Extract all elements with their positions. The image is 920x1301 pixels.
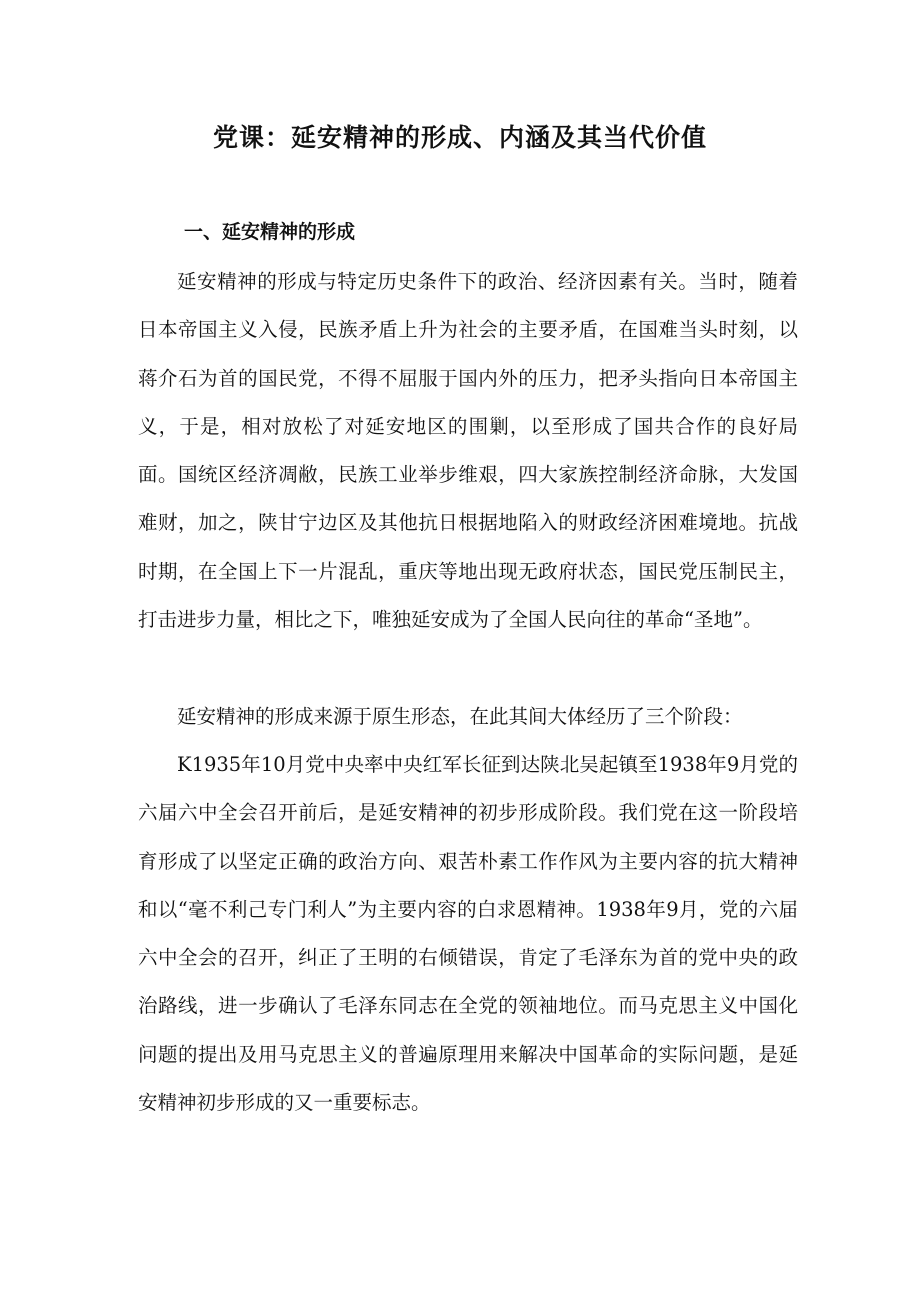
section-heading: 一、延安精神的形成: [184, 221, 356, 243]
paragraph-1: 延安精神的形成与特定历史条件下的政治、经济因素有关。当时，随着日本帝国主义入侵，民族矛盾上升为社会的主要矛盾，在国难当头时刻，以蒋介石为首的国民党，不得不屈服于国内外的压力，把矛头指向日本帝国主义，于是，相对放松了对延安地区的围剿，以至形成了国共合作的良好局面。国统区经济凋敝，民族工业举步维艰，四大家族控制经济命脉，大发国难财，加之，陕甘宁边区及其他抗日根据地陷入的财政经济困难境地。抗战时期，在全国上下一片混乱，重庆等地出现无政府状态，国民党压制民主，打击进步力量，相比之下，唯独延安成为了全国人民向往的革命“圣地”。: [138, 270, 798, 632]
document-title: 党课：延安精神的形成、内涵及其当代价值: [212, 123, 707, 152]
paragraph-3: K1935年10月党中央率中央红军长征到达陕北吴起镇至1938年9月党的六届六中全会召开前后，是延安精神的初步形成阶段。我们党在这一阶段培育形成了以坚定正确的政治方向、艰苦朴素工作作风为主要内容的抗大精神和以“毫不利己专门利人”为主要内容的白求恩精神。1938年9月，党的六届六中全会的召开，纠正了王明的右倾错误，肯定了毛泽东为首的党中央的政治路线，进一步确认了毛泽东同志在全党的领袖地位。而马克思主义中国化问题的提出及用马克思主义的普遍原理用来解决中国革命的实际问题，是延安精神初步形成的又一重要标志。: [138, 753, 798, 1115]
paragraph-2: 延安精神的形成来源于原生形态，在此其间大体经历了三个阶段：: [177, 705, 743, 728]
